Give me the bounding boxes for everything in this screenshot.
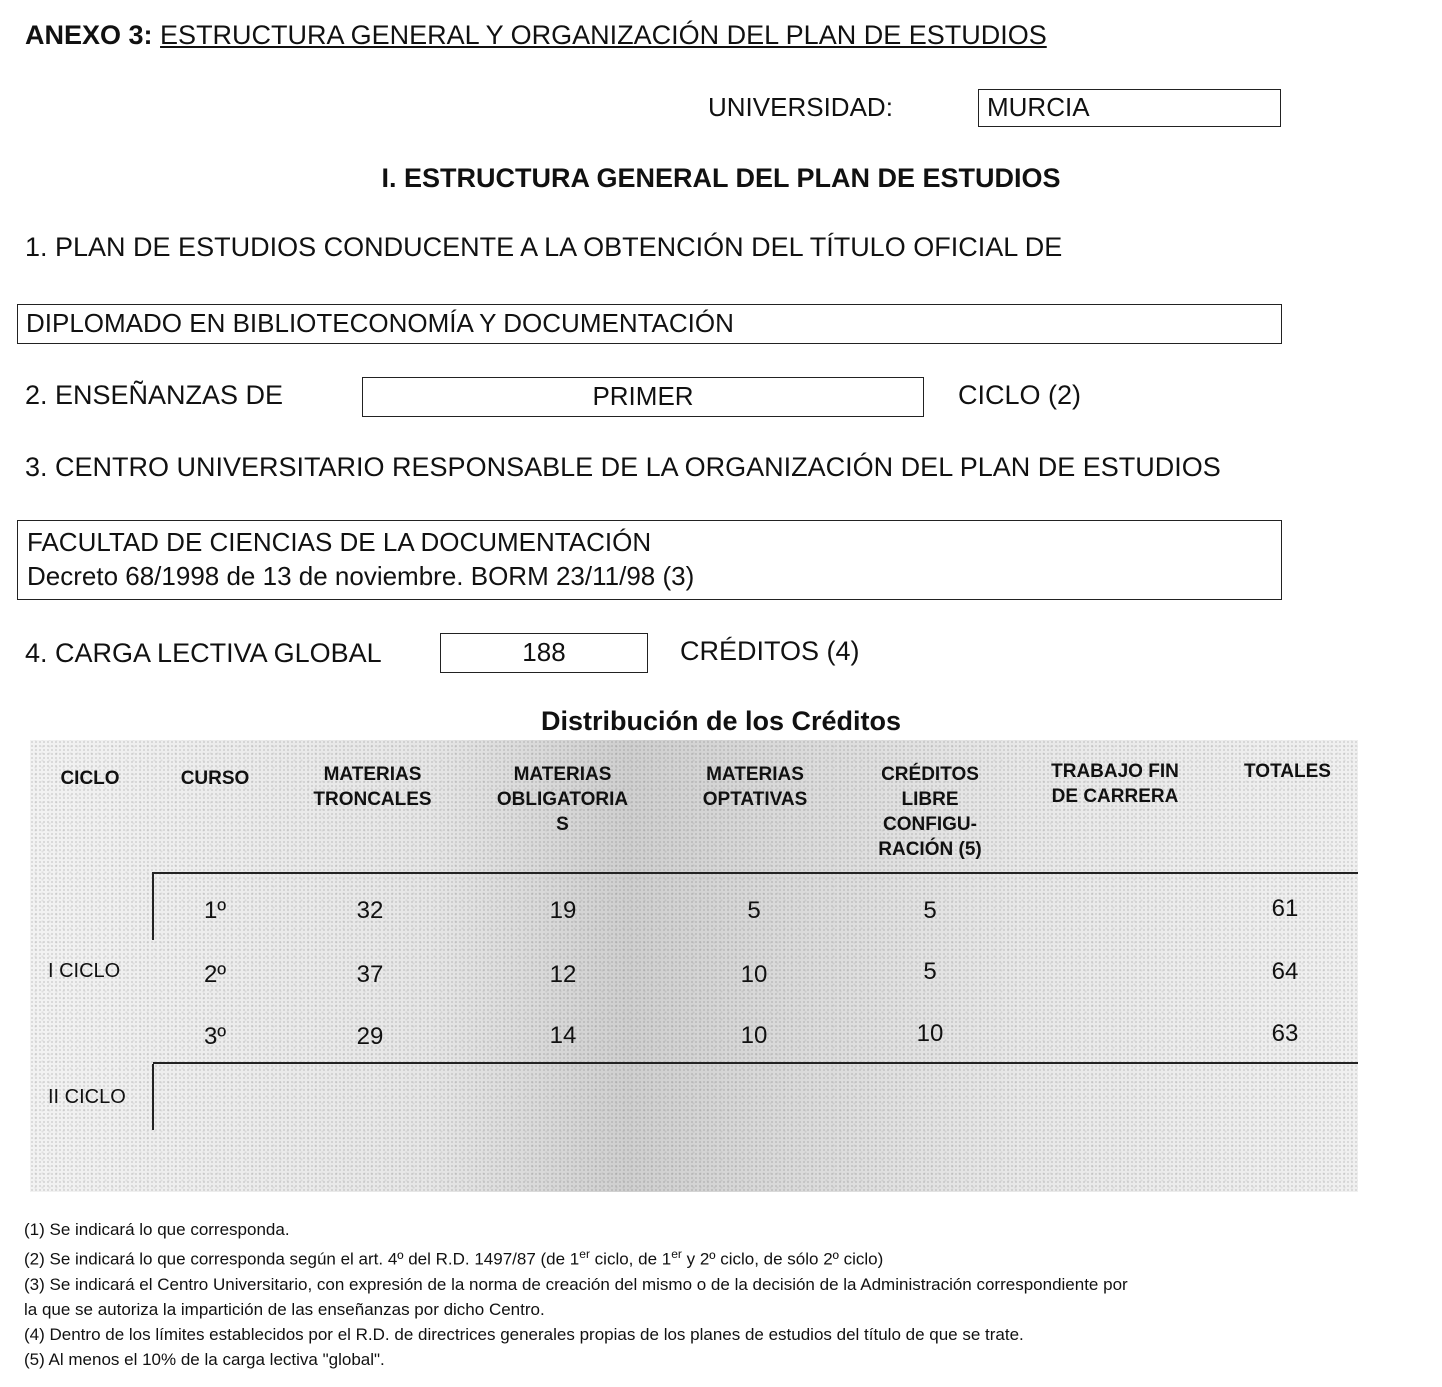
table-row-1-totales: 61: [1271, 895, 1299, 922]
footnote-3a: (3) Se indicará el Centro Universitario, con expresión de la norma de creación del mismo o de la decisión de la Administración correspondiente por: [24, 1274, 1128, 1294]
footnotes: [24, 1217, 1424, 1372]
item3-text: 3. CENTRO UNIVERSITARIO RESPONSABLE DE LA ORGANIZACIÓN DEL PLAN DE ESTUDIOS: [25, 452, 1221, 482]
header-obligatorias-l3: S: [556, 814, 569, 835]
table-row-2-totales: 64: [1271, 958, 1299, 985]
header-trabajo: [1030, 759, 1200, 809]
footnote-3b: la que se autoriza la impartición de las enseñanzas por dicho Centro.: [24, 1299, 545, 1319]
item1-text: 1. PLAN DE ESTUDIOS CONDUCENTE A LA OBTENCIÓN DEL TÍTULO OFICIAL DE: [25, 232, 1063, 262]
centro-line1: FACULTAD DE CIENCIAS DE LA DOCUMENTACIÓN: [27, 527, 652, 557]
header-curso: CURSO: [180, 768, 250, 789]
header-obligatorias-l2: OBLIGATORIA: [496, 789, 629, 810]
header-optativas: [680, 762, 830, 812]
header-obligatorias-l1: MATERIAS: [513, 764, 612, 785]
table-line-top: [153, 872, 1358, 874]
header-totales: TOTALES: [1244, 761, 1331, 782]
table-row-3-curso: 3º: [203, 1023, 227, 1050]
centro-line2: Decreto 68/1998 de 13 de noviembre. BORM 23/11/98 (3): [27, 561, 695, 591]
universidad-label: UNIVERSIDAD:: [708, 92, 893, 122]
ensenanzas-field: PRIMER: [362, 377, 924, 417]
header-libre-l4: RACIÓN (5): [878, 839, 982, 860]
table-row-3-obligatorias: 14: [549, 1022, 577, 1049]
table-row-2-obligatorias: 12: [549, 961, 577, 988]
header-optativas-l1: MATERIAS: [706, 764, 804, 785]
distribution-title: [0, 706, 1442, 737]
table-line-left-2: [152, 1064, 154, 1130]
ciclo-label-i: I CICLO: [48, 960, 121, 982]
table-line-left-1: [152, 872, 154, 940]
table-row-1-curso: 1º: [203, 897, 227, 924]
table-row-2-libre: 5: [923, 958, 937, 985]
footnote-1: (1) Se indicará lo que corresponda.: [24, 1220, 290, 1239]
footnote-2-sup2: er: [671, 1247, 682, 1261]
footnote-4: (4) Dentro de los límites establecidos por el R.D. de directrices generales propias de los planes de estudios del título de que se trate.: [24, 1324, 1024, 1344]
header-optativas-l2: OPTATIVAS: [702, 789, 808, 810]
item4-suffix: CRÉDITOS (4): [680, 636, 860, 666]
distribution-title-text: Distribución de los Créditos: [540, 706, 902, 736]
ciclo-label-ii: II CICLO: [48, 1086, 126, 1108]
header-troncales-l2: TRONCALES: [313, 789, 432, 810]
table-row-2-troncales: 37: [356, 961, 384, 988]
header-libre: [855, 762, 1005, 862]
anexo-label: ANEXO 3:: [25, 20, 153, 50]
universidad-field: MURCIA: [978, 89, 1281, 127]
header-libre-l1: CRÉDITOS: [881, 764, 979, 785]
footnote-2-b: ciclo, de 1: [589, 1249, 672, 1269]
header-trabajo-l2: DE CARRERA: [1051, 786, 1179, 807]
section-title: [0, 163, 1442, 194]
centro-field: [17, 520, 1282, 600]
item2-label: 2. ENSEÑANZAS DE: [25, 380, 284, 410]
header-trabajo-l1: TRABAJO FIN: [1051, 761, 1179, 782]
table-row-2-optativas: 10: [740, 961, 768, 988]
table-row-1-troncales: 32: [356, 897, 384, 924]
header-libre-l2: LIBRE: [901, 789, 959, 810]
item2-suffix: CICLO (2): [958, 380, 1082, 410]
table-row-1-optativas: 5: [747, 897, 761, 924]
header-obligatorias: [470, 762, 655, 837]
header-libre-l3: CONFIGU-: [883, 814, 977, 835]
table-row-3-totales: 63: [1271, 1020, 1299, 1047]
footnote-2-c: y 2º ciclo, de sólo 2º ciclo): [681, 1249, 884, 1269]
table-row-3-troncales: 29: [356, 1023, 384, 1050]
anexo-title: ESTRUCTURA GENERAL Y ORGANIZACIÓN DEL PLAN DE ESTUDIOS: [160, 20, 1047, 50]
carga-field: 188: [440, 633, 648, 673]
header-ciclo: CICLO: [60, 768, 120, 789]
anexo-heading: [25, 20, 1047, 51]
footnote-2-a: (2) Se indicará lo que corresponda según el art. 4º del R.D. 1497/87 (de 1: [24, 1249, 580, 1269]
table-row-2-curso: 2º: [203, 961, 227, 988]
footnote-2-sup1: er: [579, 1247, 590, 1261]
header-troncales: [290, 762, 455, 812]
table-row-1-libre: 5: [923, 897, 937, 924]
footnote-5: (5) Al menos el 10% de la carga lectiva "global".: [24, 1349, 385, 1369]
table-row-3-optativas: 10: [740, 1022, 768, 1049]
table-line-mid: [153, 1062, 1358, 1064]
titulo-field: DIPLOMADO EN BIBLIOTECONOMÍA Y DOCUMENTACIÓN: [17, 304, 1282, 344]
section-title-text: I. ESTRUCTURA GENERAL DEL PLAN DE ESTUDIOS: [381, 163, 1061, 193]
item4-label: 4. CARGA LECTIVA GLOBAL: [25, 638, 382, 668]
table-row-3-libre: 10: [916, 1020, 944, 1047]
header-troncales-l1: MATERIAS: [323, 764, 422, 785]
table-row-1-obligatorias: 19: [549, 897, 577, 924]
footnote-2: [24, 1242, 1424, 1272]
